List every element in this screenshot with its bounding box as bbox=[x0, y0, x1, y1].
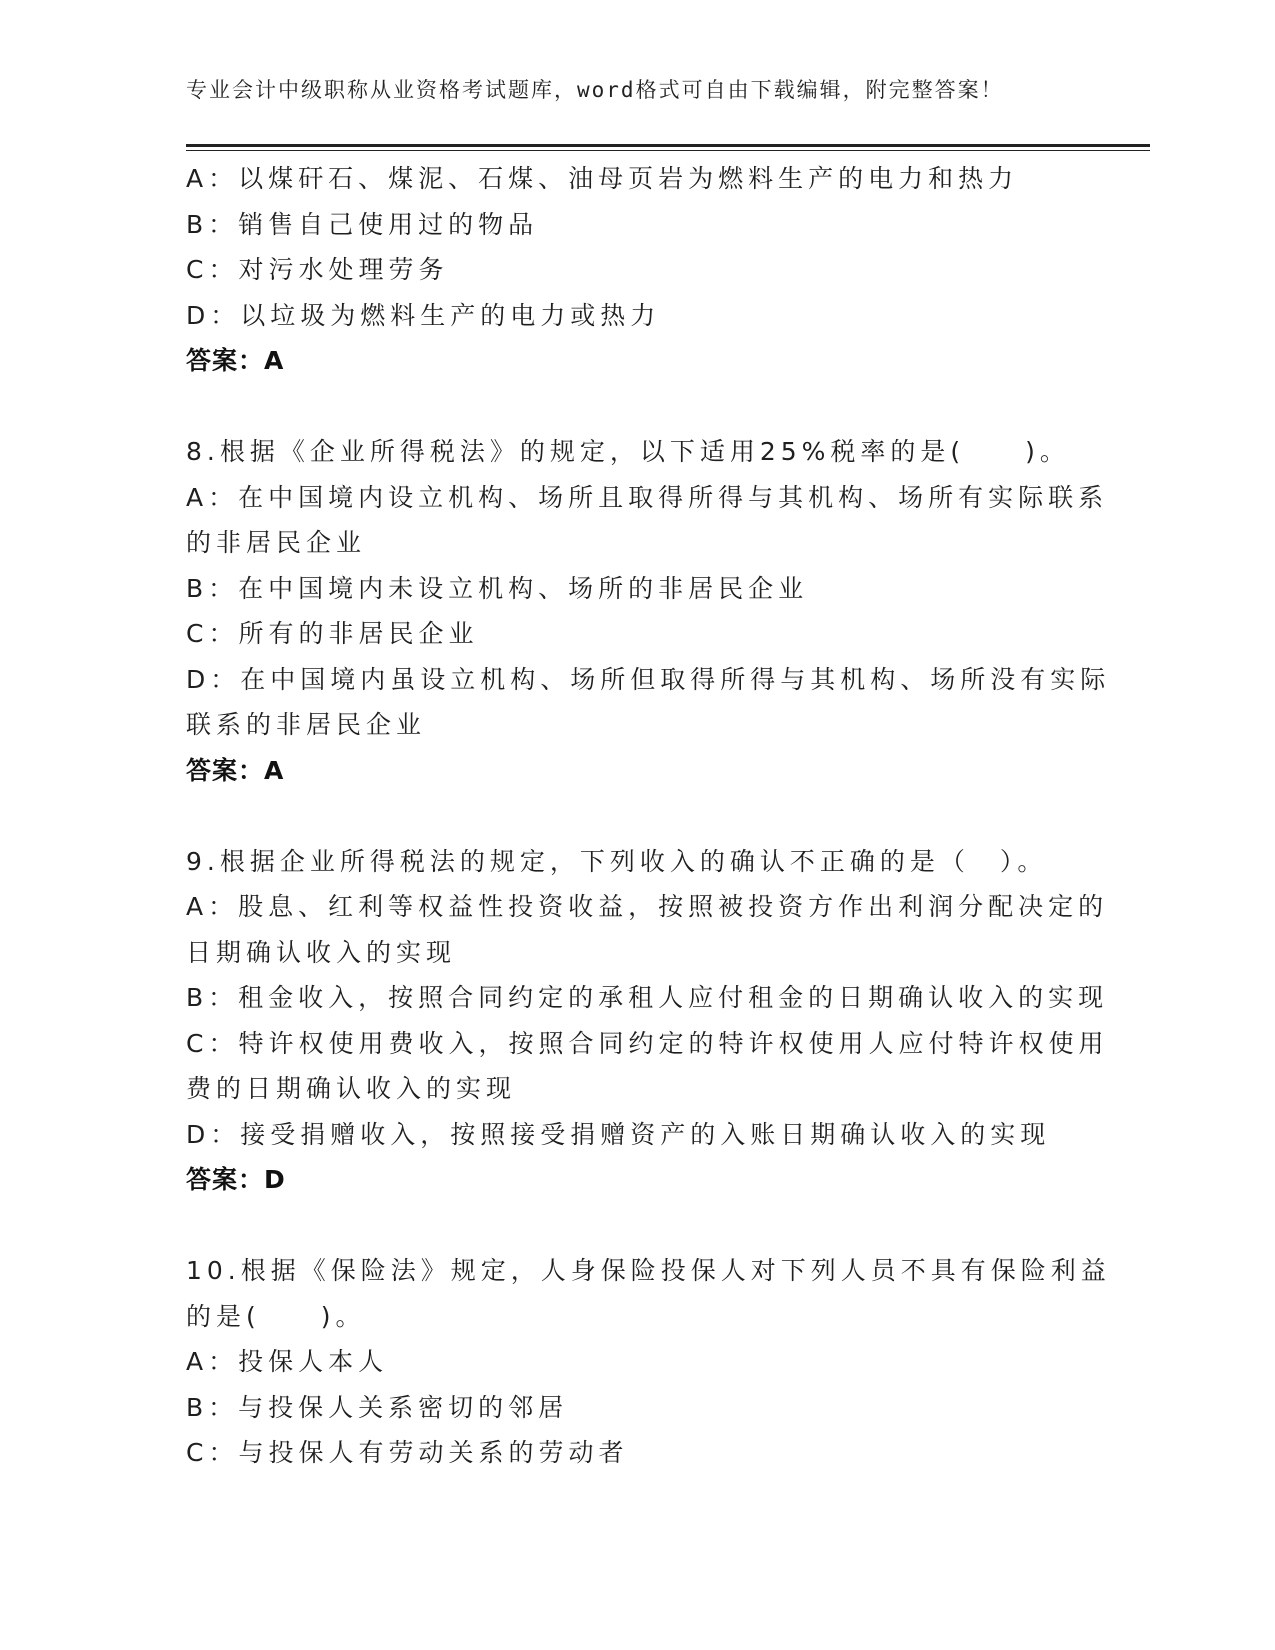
spacer bbox=[186, 384, 1066, 430]
answer: 答案：A bbox=[186, 346, 285, 375]
option-a: A：股息、红利等权益性投资收益，按照被投资方作出利润分配决定的 bbox=[186, 892, 1109, 921]
option-a-continued: 日期确认收入的实现 bbox=[186, 937, 457, 967]
option-a: A：以煤矸石、煤泥、石煤、油母页岩为燃料生产的电力和热力 bbox=[186, 164, 1019, 193]
option-a: A：投保人本人 bbox=[186, 1347, 389, 1376]
option-b: B：在中国境内未设立机构、场所的非居民企业 bbox=[186, 573, 809, 603]
option-c-continued: 费的日期确认收入的实现 bbox=[186, 1074, 517, 1103]
question-stem: 8.根据《企业所得税法》的规定，以下适用25%税率的是( )。 bbox=[186, 437, 1070, 466]
question-10 bbox=[186, 1248, 1111, 1476]
question-7 bbox=[186, 156, 1066, 384]
document-header: 专业会计中级职称从业资格考试题库，word格式可自由下载编辑，附完整答案！ bbox=[186, 78, 1004, 102]
option-c: C：特许权使用费收入，按照合同约定的特许权使用人应付特许权使用 bbox=[186, 1028, 1109, 1058]
option-b: B：销售自己使用过的物品 bbox=[186, 209, 539, 239]
option-b: B：与投保人关系密切的邻居 bbox=[186, 1392, 569, 1422]
option-d-continued: 联系的非居民企业 bbox=[186, 710, 427, 739]
option-b: B：租金收入，按照合同约定的承租人应付租金的日期确认收入的实现 bbox=[186, 983, 1109, 1012]
spacer bbox=[186, 1203, 1066, 1249]
option-a: A：在中国境内设立机构、场所且取得所得与其机构、场所有实际联系 bbox=[186, 482, 1109, 512]
option-c: C：与投保人有劳动关系的劳动者 bbox=[186, 1438, 629, 1467]
question-stem: 9.根据企业所得税法的规定，下列收入的确认不正确的是（ ）。 bbox=[186, 846, 1048, 876]
question-8 bbox=[186, 429, 1111, 793]
spacer bbox=[186, 793, 1066, 839]
question-stem-continued: 的是( )。 bbox=[186, 1301, 366, 1331]
answer: 答案：A bbox=[186, 755, 285, 785]
option-d: D：接受捐赠收入，按照接受捐赠资产的入账日期确认收入的实现 bbox=[186, 1119, 1051, 1149]
option-a-continued: 的非居民企业 bbox=[186, 528, 367, 557]
header-rule-thin bbox=[186, 150, 1150, 151]
question-9 bbox=[186, 839, 1109, 1203]
option-d: D：在中国境内虽设立机构、场所但取得所得与其机构、场所没有实际 bbox=[186, 664, 1111, 694]
option-d: D：以垃圾为燃料生产的电力或热力 bbox=[186, 300, 661, 330]
question-stem: 10.根据《保险法》规定，人身保险投保人对下列人员不具有保险利益 bbox=[186, 1256, 1111, 1285]
option-c: C：所有的非居民企业 bbox=[186, 619, 479, 648]
header-rule-thick bbox=[186, 144, 1150, 147]
option-c: C：对污水处理劳务 bbox=[186, 255, 449, 284]
answer: 答案：D bbox=[186, 1165, 286, 1194]
question-content bbox=[186, 156, 1111, 1476]
